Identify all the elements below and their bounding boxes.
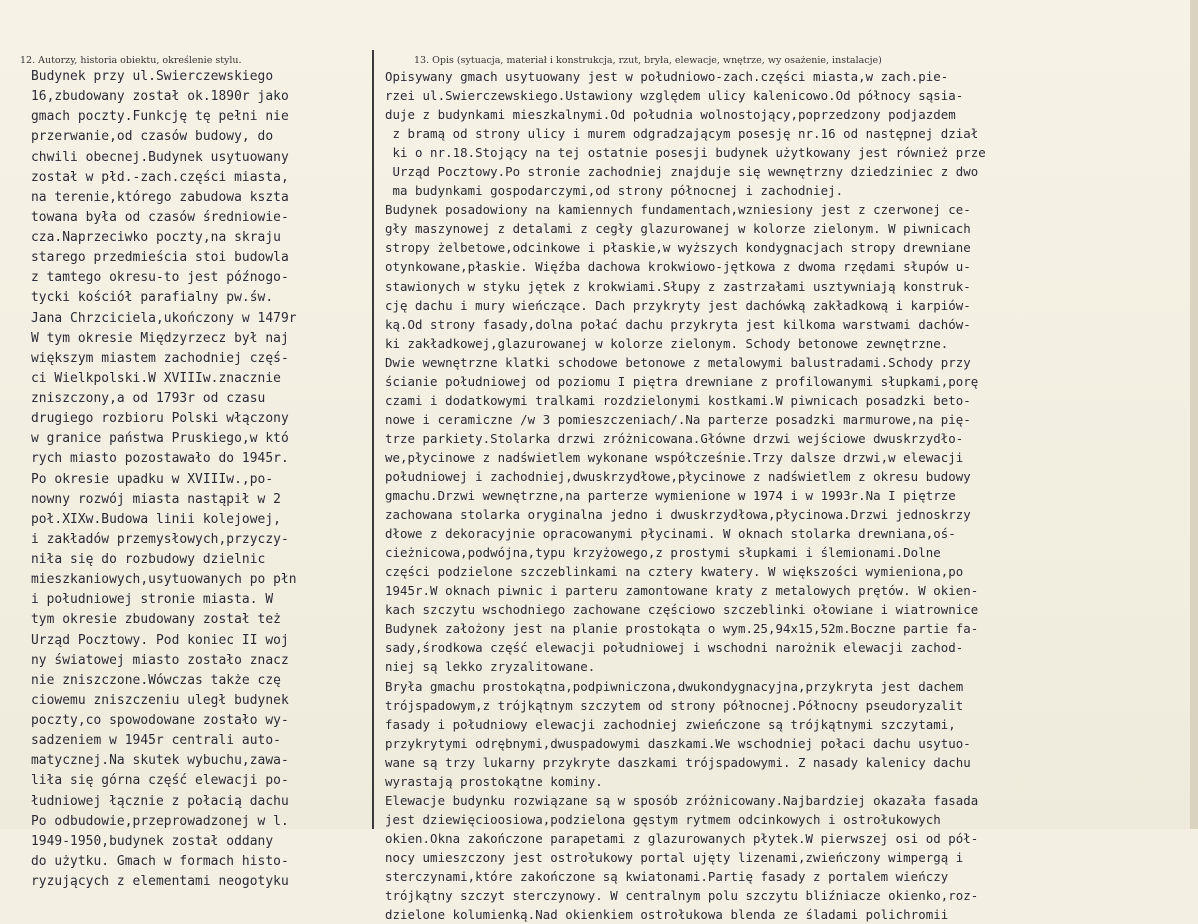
text-line: cieżnicowa,podwójna,typu krzyżowego,z prostymi słupkami i ślemionami.Dolne [385, 545, 941, 561]
text-line: niła się do rozbudowy dzielnic [31, 552, 266, 567]
text-line: ścianie południowej od poziomu I piętra drewniane z profilowanymi słupkami,porę [385, 373, 979, 389]
text-line: i zakładów przemysłowych,przyczy- [31, 531, 289, 547]
text-line: południowej i zachodniej,dwuskrzydłowe,płycinowe z nadświetlem z okresu budowy [385, 468, 971, 484]
text-line: ny światowej miasto zostało znacz [31, 652, 289, 668]
text-line: 1945r.W oknach piwnic i parteru zamontowane kraty z metalowych prętów. W okien- [385, 583, 979, 599]
text-line: jest dziewięcioosiowa,podzielona gęstym rytmem odcinkowych i ostrołukowych [385, 811, 941, 827]
text-line: wane są trzy lukarny przykryte daszkami trójspadowymi. Z nasady kalenicy dachu [385, 754, 971, 770]
text-line: części podzielone szczeblinkami na cztery kwatery. W większości wymieniona,po [385, 564, 964, 580]
section-12-heading: 12. Autorzy, historia obiektu, określenie stylu. [20, 55, 242, 66]
text-line: dłowe z dekoracyjnie opracowanymi płycinami. W oknach stolarka drewniana,oś- [385, 526, 956, 542]
text-line: ki o nr.18.Stojący na tej ostatnie posesji budynek użytkowany jest również prze [385, 145, 986, 161]
text-line: ką.Od strony fasady,dolna połać dachu przykryta jest kilkoma warstwami dachów- [385, 316, 971, 332]
text-line: liła się górna część elewacji po- [31, 773, 289, 789]
text-line: W tym okresie Międzyrzecz był naj [31, 330, 289, 346]
text-line: matycznej.Na skutek wybuchu,zawa- [31, 753, 289, 769]
text-line: tym okresie zbudowany został też [31, 612, 281, 628]
text-line: przerwanie,od czasów budowy, do [31, 129, 274, 145]
text-line: Po okresie upadku w XVIIIw.,po- [31, 471, 274, 487]
text-line: stropy żelbetowe,odcinkowe i płaskie,w wyższych kondygnacjach stropy drewniane [385, 240, 971, 256]
text-line: gły maszynowej z detalami z cegły glazurowanej w kolorze zielonym. W piwnicach [385, 221, 971, 237]
text-line: sady,środkowa część elewacji południowej i wschodni narożnik elewacji zachod- [385, 640, 964, 656]
text-line: ciowemu zniszczeniu uległ budynek [31, 692, 289, 708]
text-line: ci Wielkpolski.W XVIIIw.znacznie [31, 370, 281, 386]
text-line: 1949-1950,budynek został oddany [31, 833, 274, 849]
text-line: ryzujących z elementami neogotyku [31, 874, 289, 889]
text-line: Elewacje budynku rozwiązane są w sposób zróżnicowany.Najbardziej okazała fasada [385, 792, 979, 808]
text-line: nocy umieszczony jest ostrołukowy portal ujęty lizenami,zwieńczony wimpergą i [385, 849, 964, 865]
text-line: cza.Naprzeciwko poczty,na skraju [31, 230, 281, 245]
text-line: z tamtego okresu-to jest późnogo- [31, 270, 289, 286]
text-line: dzielone kolumienką.Nad okienkiem ostrołukowa blenda ze śladami polichromii [385, 907, 949, 923]
text-line: Dwie wewnętrzne klatki schodowe betonowe z metalowymi balustradami.Schody przy [385, 354, 971, 370]
text-line: chwili obecnej.Budynek usytuowany [31, 149, 289, 165]
text-line: stawionych w styku jętek z krokwiami.Słupy z zastrzałami usztywniają konstruk- [385, 278, 971, 294]
history-column [31, 67, 369, 892]
text-line: sterczynami,które zakończone są kwiatonami.Partię fasady z portalem wieńczy [385, 868, 949, 884]
text-line: do użytku. Gmach w formach histo- [31, 853, 289, 869]
text-line: poł.XIXw.Budowa linii kolejowej, [31, 511, 281, 527]
text-line: poczty,co spowodowane zostało wy- [31, 713, 289, 728]
text-line: Opisywany gmach usytuowany jest w południowo-zach.części miasta,w zach.pie- [385, 69, 949, 84]
text-line: okien.Okna zakończone parapetami z glazurowanych płytek.W pierwszej osi od pół- [385, 830, 979, 846]
text-line: starego przedmieścia stoi budowla [31, 250, 289, 266]
text-line: i południowej stronie miasta. W [31, 592, 274, 608]
text-line: przykrytymi odrębnymi,dwuspadowymi daszkami.We wschodniej połaci dachu usytuo- [385, 735, 971, 751]
text-line: trze parkiety.Stolarka drzwi zróżnicowana.Główne drzwi wejściowe dwuskrzydło- [385, 430, 964, 446]
text-line: cję dachu i mury wieńczące. Dach przykryty jest dachówką zakładkową i karpiów- [385, 297, 971, 313]
text-line: tycki kościół parafialny pw.św. [31, 290, 274, 306]
text-line: nie zniszczone.Wówczas także czę [31, 672, 281, 688]
text-line: gmach poczty.Funkcję tę pełni nie [31, 109, 289, 125]
text-line: czami i dodatkowymi tralkami rozdzielonymi kostkami.W piwnicach posadzki beto- [385, 392, 971, 408]
text-line: rzei ul.Swierczewskiego.Ustawiony względem ulicy kalenicowo.Od północy sąsia- [385, 88, 964, 104]
text-line: rych miasto pozostawało do 1945r. [31, 451, 289, 467]
text-line: nowny rozwój miasta nastąpił w 2 [31, 491, 281, 507]
text-line: ki zakładkowej,glazurowanej w kolorze zielonym. Schody betonowe zewnętrzne. [385, 335, 949, 351]
text-line: zachowana stolarka oryginalna jedno i dwuskrzydłowa,płycinowa.Drzwi jednoskrzy [385, 507, 971, 523]
text-line: trójkątny szczyt sterczynowy. W centralnym polu szczytu bliźniacze okienko,roz- [385, 888, 979, 904]
text-line: w granice państwa Pruskiego,w któ [31, 431, 289, 447]
text-line: wyrastają prostokątne kominy. [385, 773, 603, 789]
text-line: ma budynkami gospodarczymi,od strony północnej i zachodniej. [385, 183, 844, 199]
text-line: duje z budynkami mieszkalnymi.Od południa wolnostojący,poprzedzony podjazdem [385, 107, 956, 123]
text-line: z bramą od strony ulicy i murem odgradzającym posesję nr.16 od następnej dział [385, 126, 979, 142]
text-line: większym miastem zachodniej częś- [31, 350, 289, 366]
text-line: 16,zbudowany został ok.1890r jako [31, 89, 289, 105]
section-13-heading: 13. Opis (sytuacja, materiał i konstrukcja, rzut, bryła, elewacje, wnętrze, wy osażenie, instalacje) [414, 55, 882, 66]
text-line: Budynek przy ul.Swierczewskiego [31, 69, 274, 84]
text-line: mieszkaniowych,usytuowanych po płn [31, 572, 297, 588]
text-line: kach szczytu wschodniego zachowane częściowo szczeblinki ołowiane i wiatrownice [385, 602, 979, 618]
text-line: Jana Chrzciciela,ukończony w 1479r [31, 310, 297, 326]
text-line: sadzeniem w 1945r centrali auto- [31, 733, 281, 749]
text-line: towana była od czasów średniowie- [31, 209, 289, 225]
text-line: Budynek posadowiony na kamiennych fundamentach,wzniesiony jest z czerwonej ce- [385, 202, 971, 218]
text-line: we,płycinowe z nadświetlem wykonane współcześnie.Trzy dalsze drzwi,w elewacji [385, 449, 964, 465]
description-column [385, 67, 1185, 924]
text-line: Budynek założony jest na planie prostokąta o wym.25,94x15,52m.Boczne partie fa- [385, 621, 979, 637]
text-line: Bryła gmachu prostokątna,podpiwniczona,dwukondygnacyjna,przykryta jest dachem [385, 678, 964, 694]
text-line: drugiego rozbioru Polski włączony [31, 411, 289, 427]
text-line: Po odbudowie,przeprowadzonej w l. [31, 813, 289, 829]
text-line: fasady i południowy elewacji zachodniej zwieńczone są trójkątnymi szczytami, [385, 716, 956, 732]
column-divider [372, 50, 374, 829]
text-line: Urząd Pocztowy. Pod koniec II woj [31, 632, 289, 648]
text-line: nowe i ceramiczne /w 3 pomieszczeniach/.Na parterze posadzki marmurowe,na pię- [385, 411, 971, 427]
text-line: otynkowane,płaskie. Więźba dachowa krokwiowo-jętkowa z dwoma rzędami słupów u- [385, 259, 971, 275]
text-line: łudniowej łącznie z połacią dachu [31, 793, 289, 809]
text-line: zniszczony,a od 1793r od czasu [31, 391, 266, 406]
text-line: Urząd Pocztowy.Po stronie zachodniej znajduje się wewnętrzny dziedziniec z dwo [385, 164, 979, 180]
text-line: został w płd.-zach.części miasta, [31, 169, 289, 185]
text-line: niej są lekko zryzalitowane. [385, 659, 596, 675]
text-line: na terenie,którego zabudowa kszta [31, 189, 289, 205]
text-line: gmachu.Drzwi wewnętrzne,na parterze wymienione w 1974 i w 1993r.Na I piętrze [385, 488, 956, 504]
text-line: trójspadowym,z trójkątnym szczytem od strony północnej.Północny pseudoryzalit [385, 697, 964, 713]
page-edge [1190, 0, 1198, 829]
